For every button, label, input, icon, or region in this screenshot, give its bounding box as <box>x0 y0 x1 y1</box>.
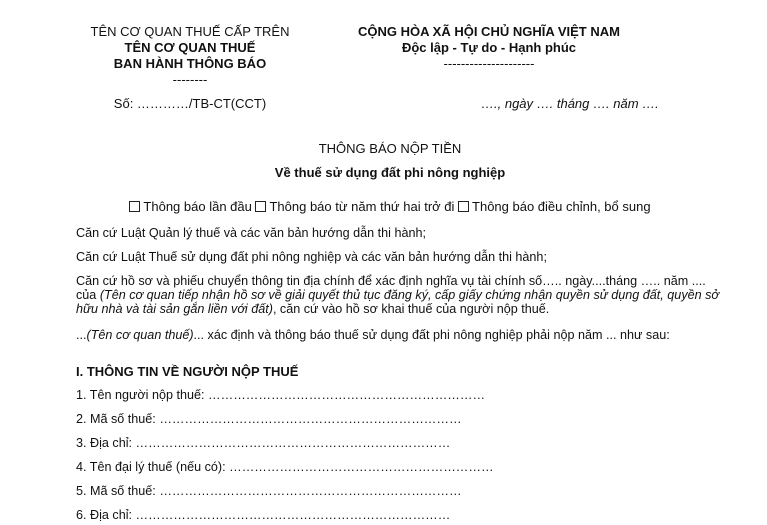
legal-basis-2: Căn cứ Luật Thuế sử dụng đất phi nông nghiệp và các văn bản hướng dẫn thi hành; <box>76 250 547 264</box>
issuing-authority-block <box>62 24 318 88</box>
national-motto-block <box>334 24 644 72</box>
country-name: CỘNG HÒA XÃ HỘI CHỦ NGHĨA VIỆT NAM <box>358 24 620 39</box>
field-agent-address[interactable]: 6. Địa chỉ: ………………………………………………………………… <box>76 508 451 522</box>
checkbox-icon[interactable] <box>458 201 469 212</box>
receiving-authority-placeholder: (Tên cơ quan tiếp nhận hồ sơ về giải quyết thủ tục đăng ký, cấp giấy chứng nhận quyền sử dụng đất, quyền sở hữu nhà và tài sản gắn liền với đất) <box>76 288 720 316</box>
legal-basis-1: Căn cứ Luật Quản lý thuế và các văn bản hướng dẫn thi hành; <box>76 226 426 240</box>
checkbox-icon[interactable] <box>255 201 266 212</box>
field-tax-agent-name[interactable]: 4. Tên đại lý thuế (nếu có): ……………………………………………………… <box>76 460 494 474</box>
determination-statement: ...(Tên cơ quan thuế)... xác định và thông báo thuế sử dụng đất phi nông nghiệp phải nộp năm ... như sau: <box>76 328 670 342</box>
section-taxpayer-info-heading: I. THÔNG TIN VỀ NGƯỜI NỘP THUẾ <box>76 364 299 379</box>
field-taxpayer-name[interactable]: 1. Tên người nộp thuế: ………………………………………………………… <box>76 388 486 402</box>
authority-name: TÊN CƠ QUAN THUẾ <box>124 40 256 55</box>
field-agent-tax-code[interactable]: 5. Mã số thuế: ……………………………………………………………… <box>76 484 462 498</box>
checkbox-icon[interactable] <box>129 201 140 212</box>
tax-authority-placeholder: (Tên cơ quan thuế) <box>86 328 194 342</box>
superior-authority-name: TÊN CƠ QUAN THUẾ CẤP TRÊN <box>90 24 290 39</box>
header-right-divider: --------------------- <box>443 56 535 71</box>
option-adjustment-notice[interactable]: Thông báo điều chỉnh, bổ sung <box>458 199 651 214</box>
field-address[interactable]: 3. Địa chỉ: ………………………………………………………………… <box>76 436 451 450</box>
document-subtitle: Về thuế sử dụng đất phi nông nghiệp <box>274 165 506 180</box>
date-line: …., ngày …. tháng …. năm …. <box>481 96 659 111</box>
legal-basis-3: Căn cứ hồ sơ và phiếu chuyển thông tin địa chính để xác định nghĩa vụ tài chính số….. ngày....tháng ….. năm .... của (Tên cơ quan tiếp nhận hồ sơ về giải quyết thủ tục đăng ký, cấp giấy chứng nhận quyền sử dụng đất, quyền sở hữu nhà và tài sản gắn liền với đất), căn cứ vào hồ sơ khai thuế của người nộp thuế. <box>76 274 720 316</box>
header-left-divider: -------- <box>172 72 208 87</box>
document-number: Số: …………/TB-CT(CCT) <box>113 96 267 111</box>
option-first-notice[interactable]: Thông báo lần đầu <box>129 199 251 214</box>
notice-type-options <box>90 199 690 214</box>
issuing-unit: BAN HÀNH THÔNG BÁO <box>113 56 267 71</box>
document-title: THÔNG BÁO NỘP TIỀN <box>318 141 462 156</box>
field-tax-code[interactable]: 2. Mã số thuế: ……………………………………………………………… <box>76 412 462 426</box>
option-second-year-notice[interactable]: Thông báo từ năm thứ hai trở đi <box>255 199 454 214</box>
motto: Độc lập - Tự do - Hạnh phúc <box>401 40 577 55</box>
